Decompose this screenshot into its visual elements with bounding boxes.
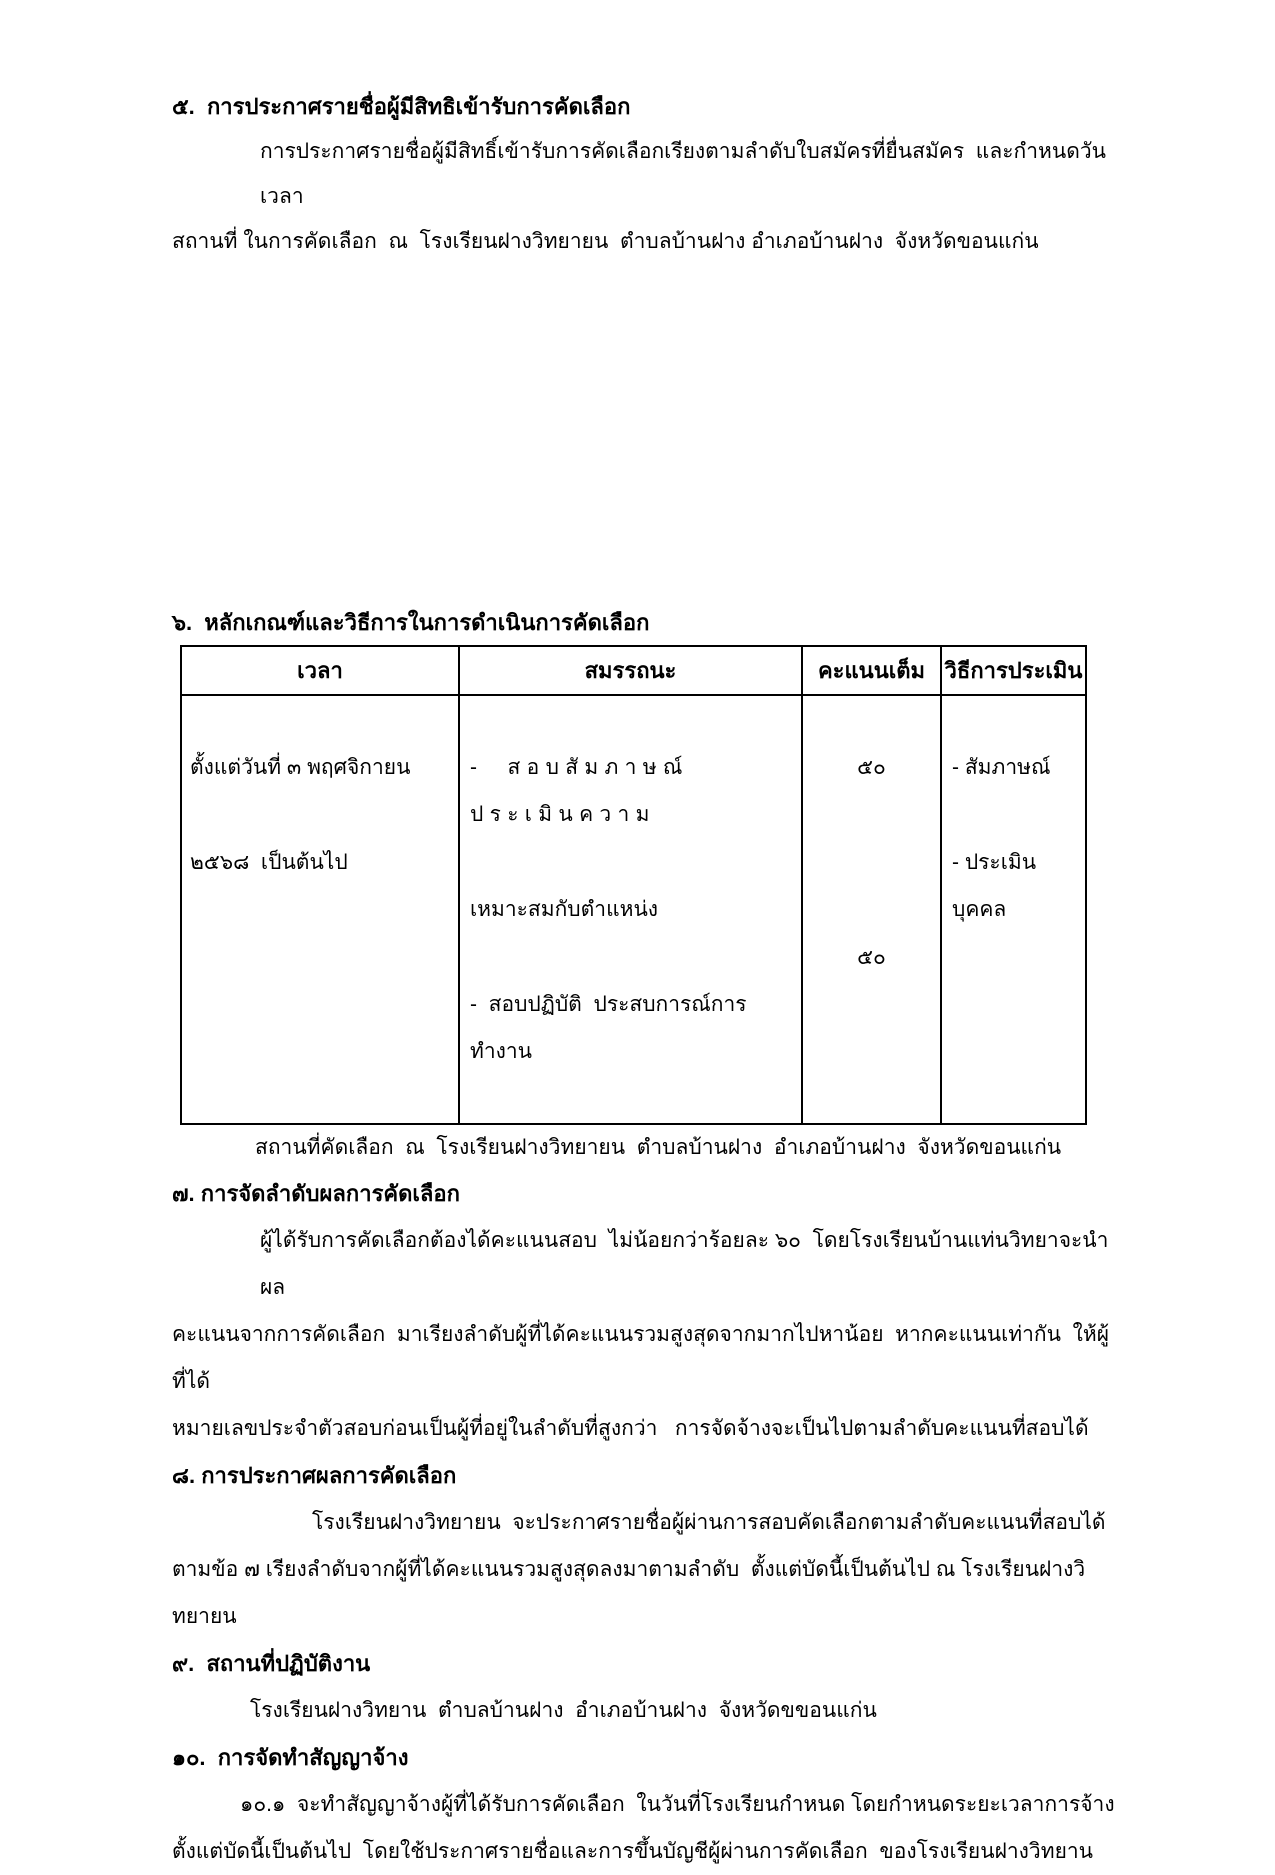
competency-cell-line-3: - สอบปฏิบัติ ประสบการณ์การทำงาน bbox=[470, 993, 747, 1063]
time-cell bbox=[181, 695, 459, 1124]
section-7-paragraph-line-3: หมายเลขประจำตัวสอบก่อนเป็นผู้ที่อยู่ในลำดับที่สูงกว่า การจัดจ้างจะเป็นไปตามลำดับคะแนนที่สอบได้ bbox=[172, 1417, 1089, 1440]
score-cell-line-2 bbox=[803, 839, 940, 886]
table-header-row bbox=[181, 646, 1086, 695]
section-10-heading: ๑๐. การจัดทำสัญญาจ้าง bbox=[172, 1745, 409, 1770]
score-cell bbox=[802, 695, 941, 1124]
method-cell-line-1: - สัมภาษณ์ bbox=[952, 756, 1051, 779]
section-6-heading: ๖. หลักเกณฑ์และวิธีการในการดำเนินการคัดเลือก bbox=[172, 610, 650, 635]
section-6-footnote: สถานที่คัดเลือก ณ โรงเรียนฝางวิทยายน ตำบลบ้านฝาง อำเภอบ้านฝาง จังหวัดขอนแก่น bbox=[255, 1136, 1062, 1159]
section-5-paragraph-line-2: สถานที่ ในการคัดเลือก ณ โรงเรียนฝางวิทยายน ตำบลบ้านฝาง อำเภอบ้านฝาง จังหวัดขอนแก่น bbox=[172, 230, 1039, 253]
section-5-paragraph-line-1: การประกาศรายชื่อผู้มีสิทธิ์เข้ารับการคัดเลือกเรียงตามลำดับใบสมัครที่ยื่นสมัคร และกำหนดวันเวลา bbox=[260, 140, 1106, 208]
section-8-paragraph-line-2: ตามข้อ ๗ เรียงลำดับจากผู้ที่ได้คะแนนรวมสูงสุดลงมาตามลำดับ ตั้งแต่บัดนี้เป็นต้นไป ณ โรงเรียนฝางวิทยายน bbox=[172, 1558, 1086, 1628]
section-7-paragraph-line-2: คะแนนจากการคัดเลือก มาเรียงลำดับผู้ที่ได้คะแนนรวมสูงสุดจากมากไปหาน้อย หากคะแนนเท่ากัน ให้ผู้ที่ได้ bbox=[172, 1323, 1110, 1393]
method-cell bbox=[941, 695, 1086, 1124]
table-header-evaluation-method: วิธีการประเมิน bbox=[941, 646, 1086, 695]
section-7-heading: ๗. การจัดลำดับผลการคัดเลือก bbox=[172, 1181, 460, 1206]
score-cell-line-3: ๕๐ bbox=[857, 946, 886, 969]
score-cell-line-1: ๕๐ bbox=[857, 756, 886, 779]
section-5-heading: ๕. การประกาศรายชื่อผู้มีสิทธิเข้ารับการคัดเลือก bbox=[172, 94, 631, 119]
table-header-competency: สมรรถนะ bbox=[459, 646, 802, 695]
time-cell-line-2: ๒๕๖๘ เป็นต้นไป bbox=[190, 851, 348, 874]
section-10-paragraph-line-2: ตั้งแต่บัดนี้เป็นต้นไป โดยใช้ประกาศรายชื่อและการขึ้นบัญชีผู้ผ่านการคัดเลือก ของโรงเรียนฝางวิทยาน bbox=[172, 1840, 1094, 1863]
competency-cell-line-2: เหมาะสมกับตำแหน่ง bbox=[470, 898, 659, 921]
section-7-paragraph-line-1: ผู้ได้รับการคัดเลือกต้องได้คะแนนสอบ ไม่น้อยกว่าร้อยละ ๖๐ โดยโรงเรียนบ้านแท่นวิทยาจะนำผล bbox=[260, 1229, 1109, 1299]
time-cell-line-1: ตั้งแต่วันที่ ๓ พฤศจิกายน bbox=[190, 756, 411, 779]
section-9-heading: ๙. สถานที่ปฏิบัติงาน bbox=[172, 1651, 371, 1676]
competency-cell-line-1: - สอบสัมภาษณ์ประเมินความ bbox=[470, 756, 689, 826]
table-body-row bbox=[181, 695, 1086, 1124]
section-8-paragraph-line-1: โรงเรียนฝางวิทยายน จะประกาศรายชื่อผู้ผ่านการสอบคัดเลือกตามลำดับคะแนนที่สอบได้ bbox=[312, 1511, 1106, 1534]
section-9-paragraph-line-1: โรงเรียนฝางวิทยาน ตำบลบ้านฝาง อำเภอบ้านฝาง จังหวัดขขอนแก่น bbox=[250, 1699, 877, 1722]
competency-cell bbox=[459, 695, 802, 1124]
time-cell-line-3 bbox=[182, 934, 458, 981]
section-10-paragraph-line-1: ๑๐.๑ จะทำสัญญาจ้างผู้ที่ได้รับการคัดเลือก ในวันที่โรงเรียนกำหนด โดยกำหนดระยะเวลาการจ้าง bbox=[240, 1793, 1115, 1816]
blank-space bbox=[172, 264, 1115, 600]
method-cell-line-2: - ประเมินบุคคล bbox=[952, 851, 1037, 921]
table-header-time: เวลา bbox=[181, 646, 459, 695]
method-cell-line-3 bbox=[942, 981, 1085, 1028]
selection-criteria-table bbox=[180, 645, 1087, 1125]
section-8-heading: ๘. การประกาศผลการคัดเลือก bbox=[172, 1463, 457, 1488]
table-header-full-score: คะแนนเต็ม bbox=[802, 646, 941, 695]
